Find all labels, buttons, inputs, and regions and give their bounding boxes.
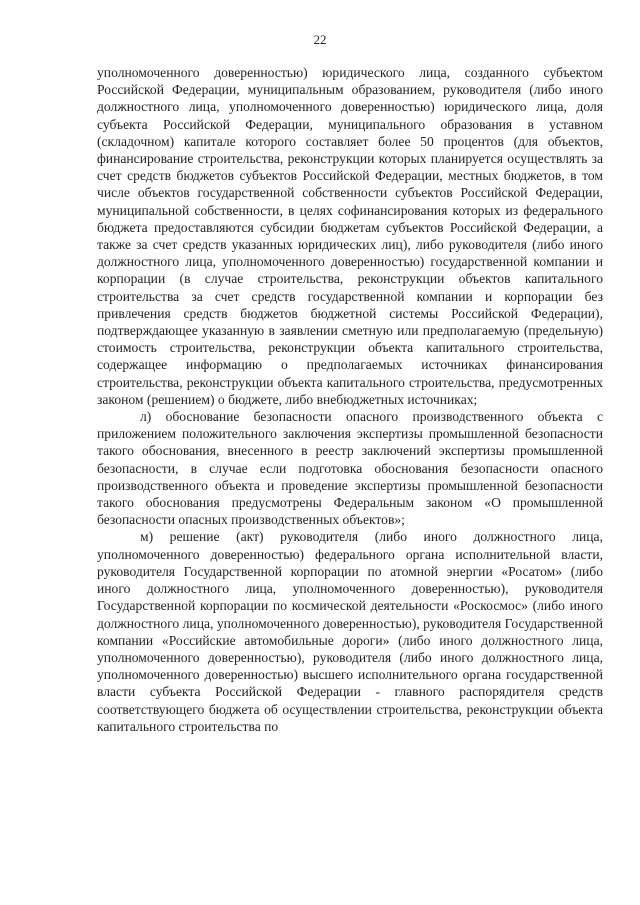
page-number: 22 [313,32,327,47]
paragraph-continuation: уполномоченного доверенностью) юридического лица, созданного субъектом Российской Федерации, муниципальным образованием, руководителя (либо иного должностного лица, уполномоченного доверенностью) юридического лица, доля субъекта Российской Федерации, муниципального образования в уставном (складочном) капитале которого составляет более 50 процентов (для объектов, финансирование строительства, реконструкции которых планируется осуществлять за счет средств бюджетов субъектов Российской Федерации, местных бюджетов, в том числе объектов государственной собственности субъектов Российской Федерации, муниципальной собственности, в целях софинансирования которых из федерального бюджета предоставляются субсидии бюджетам субъектов Российской Федерации, а также за счет средств указанных юридических лиц), либо руководителя (либо иного должностного лица, уполномоченного доверенностью) государственной компании и корпорации (в случае строительства, реконструкции объектов капитального строительства за счет средств государственной компании и корпорации без привлечения средств бюджетов бюджетной системы Российской Федерации), подтверждающее указанную в заявлении сметную или предполагаемую (предельную) стоимость строительства, реконструкции объекта капитального строительства, содержащее информацию о предполагаемых источниках финансирования строительства, реконструкции объекта капитального строительства, предусмотренных законом (решением) о бюджете, либо внебюджетных источниках; [97,65,603,407]
paragraph-item-m: м) решение (акт) руководителя (либо иного должностного лица, уполномоченного доверенностью) федерального органа исполнительной власти, руководителя Государственной корпорации по атомной энергии «Росатом» (либо иного должностного лица, уполномоченного доверенностью), руководителя Государственной корпорации по космической деятельности «Роскосмос» (либо иного должностного лица, уполномоченного доверенностью), руководителя Государственной компании «Российские автомобильные дороги» (либо иного должностного лица, уполномоченного доверенностью), руководителя (либо иного должностного лица, уполномоченного доверенностью) высшего исполнительного органа государственной власти субъекта Российской Федерации - главного распорядителя средств соответствующего бюджета об осуществлении строительства, реконструкции объекта капитального строительства по [97,529,603,734]
document-body [97,64,603,735]
paragraph-item-l: л) обоснование безопасности опасного производственного объекта с приложением положительного заключения экспертизы промышленной безопасности такого обоснования, внесенного в реестр заключений экспертизы промышленной безопасности, в случае если подготовка обоснования безопасности опасного производственного объекта и проведение экспертизы промышленной безопасности такого обоснования предусмотрены Федеральным законом «О промышленной безопасности опасных производственных объектов»; [97,409,603,528]
